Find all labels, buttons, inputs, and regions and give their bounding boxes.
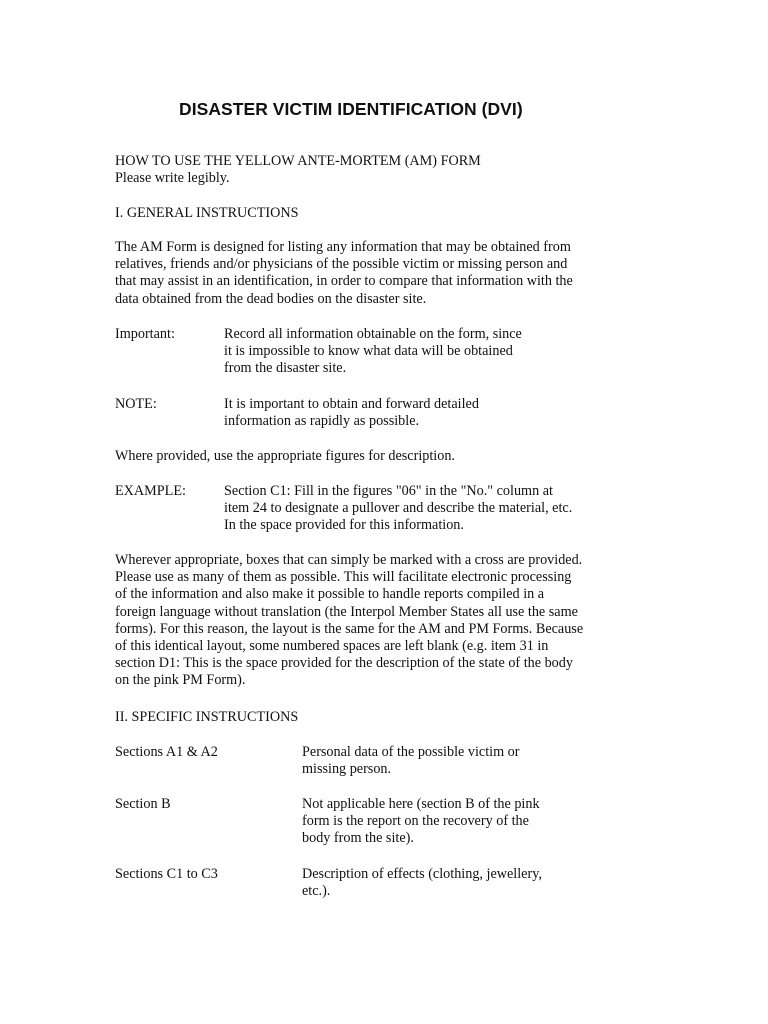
description-line: Description of effects (clothing, jewellery, <box>302 866 542 882</box>
paragraph-line: foreign language without translation (the Interpol Member States all use the same <box>115 603 578 620</box>
section-label: Sections C1 to C3 <box>115 866 218 882</box>
general-instructions-heading: I. GENERAL INSTRUCTIONS <box>115 205 299 221</box>
important-text <box>224 326 522 378</box>
specific-instructions-heading: II. SPECIFIC INSTRUCTIONS <box>115 709 299 725</box>
section-description <box>302 744 520 778</box>
paragraph-line: forms). For this reason, the layout is the same for the AM and PM Forms. Because <box>115 620 584 637</box>
paragraph-line: Wherever appropriate, boxes that can simply be marked with a cross are provided. <box>115 552 583 568</box>
description-line: missing person. <box>302 761 392 778</box>
subtitle-line: Please write legibly. <box>115 170 230 187</box>
form-subtitle <box>115 153 481 187</box>
note-line: It is important to obtain and forward detailed <box>224 396 479 412</box>
section-description <box>302 796 540 848</box>
example-text <box>224 483 572 535</box>
figures-paragraph: Where provided, use the appropriate figures for description. <box>115 448 455 464</box>
description-line: etc.). <box>302 883 331 900</box>
document-title: DISASTER VICTIM IDENTIFICATION (DVI) <box>179 99 523 119</box>
note-label: NOTE: <box>115 396 157 412</box>
example-label: EXAMPLE: <box>115 483 186 499</box>
paragraph-line: Please use as many of them as possible. This will facilitate electronic processing <box>115 569 572 586</box>
description-line: Not applicable here (section B of the pink <box>302 796 540 812</box>
subtitle-line: HOW TO USE THE YELLOW ANTE-MORTEM (AM) FORM <box>115 153 481 169</box>
paragraph-line: of the information and also make it possible to handle reports compiled in a <box>115 586 545 603</box>
note-line: information as rapidly as possible. <box>224 413 420 430</box>
section-description <box>302 866 542 900</box>
note-line: it is impossible to know what data will be obtained <box>224 343 513 360</box>
note-text <box>224 396 479 430</box>
boxes-paragraph <box>115 552 583 690</box>
description-line: body from the site). <box>302 830 414 847</box>
example-line: item 24 to designate a pullover and describe the material, etc. <box>224 500 573 517</box>
example-line: Section C1: Fill in the figures "06" in the "No." column at <box>224 483 553 499</box>
paragraph-line: that may assist in an identification, in order to compare that information with the <box>115 273 573 290</box>
description-line: form is the report on the recovery of the <box>302 813 529 830</box>
section-label: Section B <box>115 796 171 812</box>
intro-paragraph <box>115 239 573 308</box>
important-label: Important: <box>115 326 175 342</box>
paragraph-line: relatives, friends and/or physicians of the possible victim or missing person and <box>115 256 568 273</box>
example-line: In the space provided for this information. <box>224 517 464 534</box>
paragraph-line: section D1: This is the space provided for the description of the state of the body <box>115 655 573 672</box>
paragraph-line: of this identical layout, some numbered spaces are left blank (e.g. item 31 in <box>115 638 549 655</box>
section-label: Sections A1 & A2 <box>115 744 218 760</box>
paragraph-line: data obtained from the dead bodies on the disaster site. <box>115 290 427 307</box>
paragraph-line: on the pink PM Form). <box>115 672 246 689</box>
description-line: Personal data of the possible victim or <box>302 744 520 760</box>
note-line: Record all information obtainable on the form, since <box>224 326 522 342</box>
note-line: from the disaster site. <box>224 360 347 377</box>
paragraph-line: The AM Form is designed for listing any information that may be obtained from <box>115 239 571 255</box>
